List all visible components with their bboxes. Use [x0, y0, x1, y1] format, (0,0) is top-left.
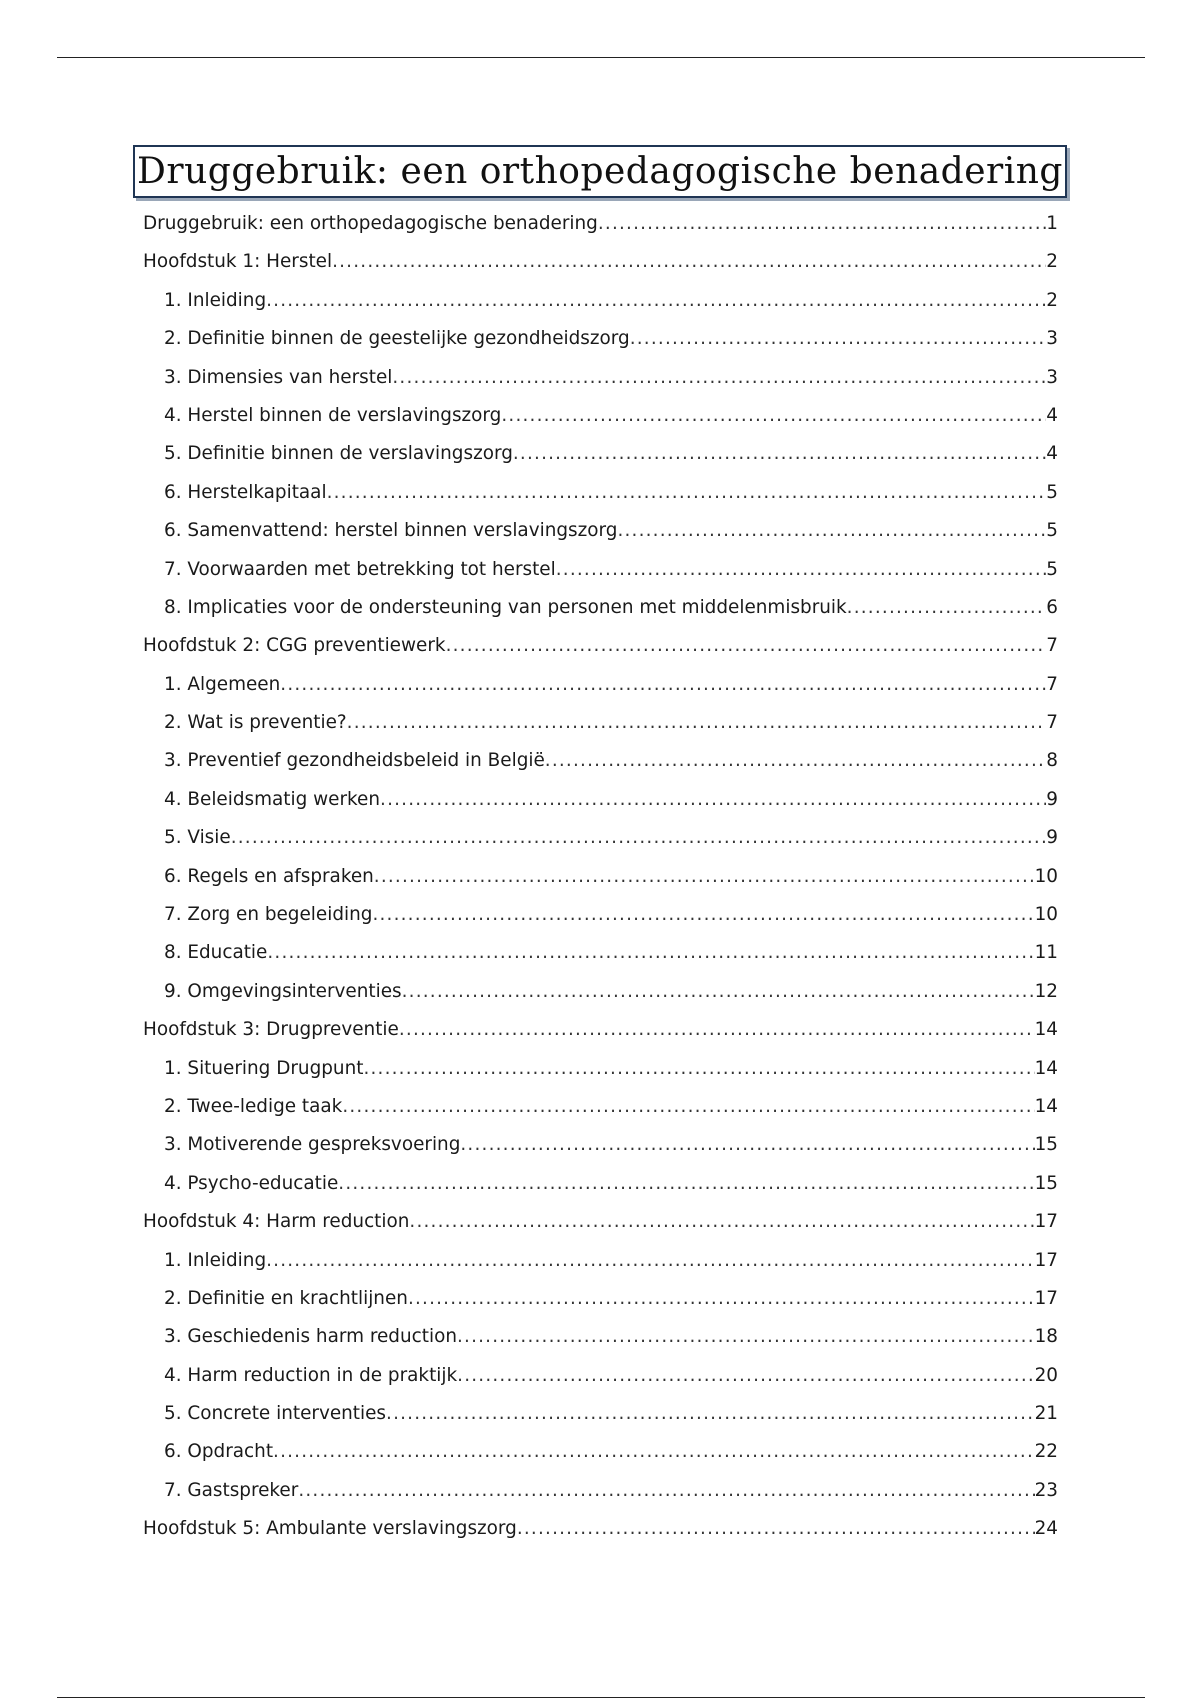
toc-dot-leader: [392, 369, 1046, 387]
toc-dot-leader: [332, 253, 1046, 271]
toc-entry[interactable]: [143, 397, 1058, 435]
toc-entry-page-number: 23: [1034, 1479, 1058, 1501]
toc-entry-label: 1. Inleiding: [164, 289, 267, 311]
toc-entry-page-number: 9: [1046, 788, 1058, 810]
toc-entry-page-number: 15: [1034, 1134, 1058, 1156]
toc-entry-label: 5. Visie: [164, 827, 231, 849]
toc-entry[interactable]: [143, 359, 1058, 397]
toc-dot-leader: [460, 1136, 1034, 1154]
toc-entry-label: 4. Harm reduction in de praktijk: [164, 1364, 458, 1386]
toc-entry-label: 2. Definitie binnen de geestelijke gezondheidszorg: [164, 328, 630, 350]
toc-entry[interactable]: [143, 1510, 1058, 1548]
toc-entry-page-number: 4: [1046, 404, 1058, 426]
toc-entry-page-number: 8: [1046, 750, 1058, 772]
toc-dot-leader: [386, 1405, 1035, 1423]
toc-entry-label: 2. Definitie en krachtlijnen: [164, 1287, 408, 1309]
toc-dot-leader: [399, 1021, 1035, 1039]
toc-entry-page-number: 7: [1046, 712, 1058, 734]
toc-entry-page-number: 24: [1034, 1518, 1058, 1540]
toc-entry[interactable]: [143, 282, 1058, 320]
toc-entry-page-number: 18: [1034, 1326, 1058, 1348]
toc-entry[interactable]: [143, 896, 1058, 934]
toc-dot-leader: [267, 944, 1034, 962]
toc-entry[interactable]: [143, 320, 1058, 358]
toc-entry-label: 3. Geschiedenis harm reduction: [164, 1326, 457, 1348]
toc-entry[interactable]: [143, 1318, 1058, 1356]
toc-entry[interactable]: [143, 704, 1058, 742]
toc-entry-page-number: 10: [1034, 865, 1058, 887]
toc-entry[interactable]: [143, 243, 1058, 281]
toc-dot-leader: [347, 714, 1047, 732]
toc-dot-leader: [273, 1443, 1035, 1461]
toc-entry-page-number: 3: [1046, 328, 1058, 350]
toc-entry[interactable]: [143, 1050, 1058, 1088]
toc-dot-leader: [501, 407, 1046, 425]
toc-dot-leader: [408, 1290, 1035, 1308]
toc-entry-label: 5. Concrete interventies: [164, 1403, 387, 1425]
toc-entry-label: 5. Definitie binnen de verslavingszorg: [164, 443, 513, 465]
toc-entry-page-number: 10: [1034, 904, 1058, 926]
toc-entry-page-number: 5: [1046, 481, 1058, 503]
toc-entry[interactable]: [143, 1242, 1058, 1280]
toc-entry[interactable]: [143, 589, 1058, 627]
toc-entry-label: 4. Psycho-educatie: [164, 1172, 339, 1194]
toc-dot-leader: [847, 599, 1047, 617]
toc-entry-page-number: 14: [1034, 1019, 1058, 1041]
document-title-box: [133, 145, 1067, 198]
footer-rule: [57, 1697, 1145, 1698]
toc-dot-leader: [545, 752, 1047, 770]
toc-entry-label: 4. Herstel binnen de verslavingszorg: [164, 404, 502, 426]
toc-entry[interactable]: [143, 1280, 1058, 1318]
toc-dot-leader: [630, 330, 1047, 348]
toc-entry-page-number: 9: [1046, 827, 1058, 849]
toc-dot-leader: [372, 906, 1034, 924]
toc-dot-leader: [231, 829, 1047, 847]
document-title: Druggebruik: een orthopedagogische benadering: [137, 151, 1063, 192]
toc-entry-page-number: 5: [1046, 558, 1058, 580]
toc-entry-page-number: 1: [1046, 212, 1058, 234]
toc-dot-leader: [517, 1520, 1035, 1538]
toc-entry[interactable]: [143, 1203, 1058, 1241]
toc-dot-leader: [402, 983, 1035, 1001]
toc-entry-label: Hoofdstuk 4: Harm reduction: [143, 1211, 410, 1233]
toc-entry-label: 6. Samenvattend: herstel binnen verslavingszorg: [164, 520, 618, 542]
toc-dot-leader: [446, 637, 1047, 655]
toc-entry[interactable]: [143, 512, 1058, 550]
toc-entry[interactable]: [143, 1088, 1058, 1126]
toc-entry-page-number: 17: [1034, 1287, 1058, 1309]
toc-entry-label: 8. Implicaties voor de ondersteuning van personen met middelenmisbruik: [164, 596, 847, 618]
toc-entry-label: 2. Wat is preventie?: [164, 712, 347, 734]
toc-dot-leader: [338, 1175, 1034, 1193]
toc-dot-leader: [598, 215, 1046, 233]
toc-entry-label: 4. Beleidsmatig werken: [164, 788, 381, 810]
toc-entry-page-number: 17: [1034, 1249, 1058, 1271]
toc-entry[interactable]: [143, 1357, 1058, 1395]
toc-dot-leader: [266, 292, 1046, 310]
toc-entry-label: 2. Twee-ledige taak: [164, 1095, 343, 1117]
toc-entry-label: 3. Preventief gezondheidsbeleid in België: [164, 750, 545, 772]
toc-entry[interactable]: [143, 1011, 1058, 1049]
toc-entry-label: 7. Gastspreker: [164, 1479, 299, 1501]
toc-entry[interactable]: [143, 1165, 1058, 1203]
toc-dot-leader: [380, 791, 1046, 809]
toc-entry-label: 6. Opdracht: [164, 1441, 274, 1463]
toc-entry[interactable]: [143, 1395, 1058, 1433]
toc-entry-page-number: 2: [1046, 251, 1058, 273]
toc-entry-page-number: 7: [1046, 635, 1058, 657]
toc-entry[interactable]: [143, 435, 1058, 473]
header-rule: [57, 57, 1145, 58]
toc-entry[interactable]: [143, 1126, 1058, 1164]
toc-entry[interactable]: [143, 627, 1058, 665]
toc-entry-label: 1. Inleiding: [164, 1249, 267, 1271]
toc-entry-page-number: 20: [1034, 1364, 1058, 1386]
toc-entry-page-number: 11: [1034, 942, 1058, 964]
toc-entry[interactable]: [143, 205, 1058, 243]
toc-dot-leader: [513, 445, 1046, 463]
toc-entry-page-number: 6: [1046, 596, 1058, 618]
toc-entry[interactable]: [143, 1472, 1058, 1510]
toc-dot-leader: [409, 1213, 1034, 1231]
toc-entry-label: 3. Dimensies van herstel: [164, 366, 393, 388]
toc-entry-page-number: 15: [1034, 1172, 1058, 1194]
toc-dot-leader: [280, 676, 1046, 694]
toc-entry[interactable]: [143, 551, 1058, 589]
toc-dot-leader: [556, 561, 1047, 579]
toc-entry-page-number: 22: [1034, 1441, 1058, 1463]
toc-entry-label: 3. Motiverende gespreksvoering: [164, 1134, 461, 1156]
toc-entry-label: 6. Regels en afspraken: [164, 865, 374, 887]
toc-dot-leader: [327, 484, 1047, 502]
toc-entry-label: 7. Voorwaarden met betrekking tot herstel: [164, 558, 556, 580]
table-of-contents: [143, 205, 1058, 1549]
toc-dot-leader: [363, 1060, 1034, 1078]
toc-entry-label: 7. Zorg en begeleiding: [164, 904, 373, 926]
toc-entry-page-number: 5: [1046, 520, 1058, 542]
toc-dot-leader: [457, 1367, 1034, 1385]
toc-entry-page-number: 7: [1046, 673, 1058, 695]
toc-dot-leader: [266, 1252, 1034, 1270]
toc-entry-page-number: 14: [1034, 1057, 1058, 1079]
toc-dot-leader: [374, 868, 1035, 886]
toc-entry-label: 8. Educatie: [164, 942, 268, 964]
toc-entry[interactable]: [143, 474, 1058, 512]
toc-entry-label: Hoofdstuk 5: Ambulante verslavingszorg: [143, 1518, 517, 1540]
toc-entry-page-number: 21: [1034, 1403, 1058, 1425]
toc-entry-label: 1. Situering Drugpunt: [164, 1057, 364, 1079]
toc-entry-label: 9. Omgevingsinterventies: [164, 980, 402, 1002]
toc-entry-label: 6. Herstelkapitaal: [164, 481, 327, 503]
toc-dot-leader: [298, 1482, 1034, 1500]
toc-entry-page-number: 17: [1034, 1211, 1058, 1233]
toc-entry[interactable]: [143, 858, 1058, 896]
toc-dot-leader: [617, 522, 1046, 540]
toc-entry-label: Hoofdstuk 3: Drugpreventie: [143, 1019, 399, 1041]
toc-entry-page-number: 2: [1046, 289, 1058, 311]
toc-entry[interactable]: [143, 934, 1058, 972]
toc-entry-label: 1. Algemeen: [164, 673, 281, 695]
toc-entry[interactable]: [143, 1434, 1058, 1472]
toc-entry-page-number: 12: [1034, 980, 1058, 1002]
toc-dot-leader: [342, 1098, 1034, 1116]
toc-entry[interactable]: [143, 666, 1058, 704]
toc-entry-label: Hoofdstuk 2: CGG preventiewerk: [143, 635, 446, 657]
toc-entry-page-number: 14: [1034, 1095, 1058, 1117]
toc-entry-page-number: 4: [1046, 443, 1058, 465]
toc-entry-label: Hoofdstuk 1: Herstel: [143, 251, 333, 273]
toc-entry-label: Druggebruik: een orthopedagogische benadering: [143, 212, 598, 234]
toc-entry[interactable]: [143, 819, 1058, 857]
toc-entry[interactable]: [143, 973, 1058, 1011]
toc-entry-page-number: 3: [1046, 366, 1058, 388]
toc-entry[interactable]: [143, 742, 1058, 780]
toc-dot-leader: [457, 1328, 1035, 1346]
toc-entry[interactable]: [143, 781, 1058, 819]
